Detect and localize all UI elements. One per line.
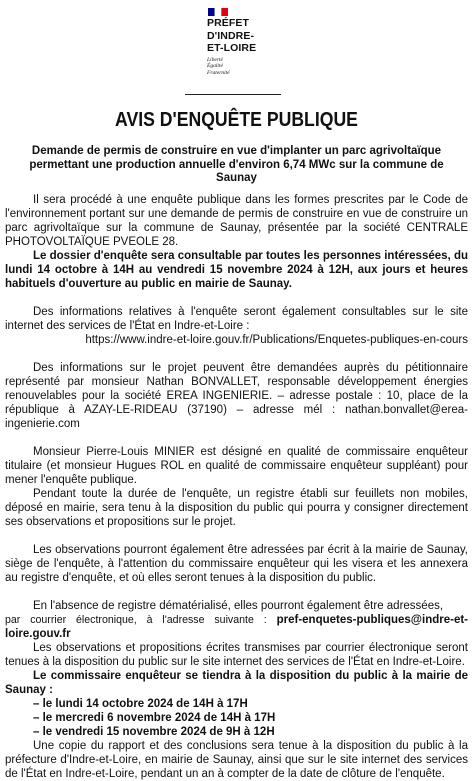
email-lead: par courrier électronique, à l'adresse suivante :: [5, 614, 277, 626]
website-link[interactable]: https://www.indre-et-loire.gouv.fr/Publications/Enquetes-publiques-en-cours: [85, 334, 468, 346]
paragraph-petitioner: Des informations sur le projet peuvent être demandées auprès du pétitionnaire représenté par monsieur Nathan BONVALLET, responsable développement énergies renouvelables pour la société EREA INGENIERIE. – adresse postale : 10, place de la république à AZAY-LE-RIDEAU (37190) – adresse mél : nathan.bonvallet@erea-ingenierie.com: [5, 362, 468, 430]
motto: [207, 57, 297, 77]
schedule-item: – le mercredi 6 novembre 2024 de 14H à 17H: [33, 712, 276, 724]
schedule-item: – le lundi 14 octobre 2024 de 14H à 17H: [33, 698, 248, 710]
logo-line-1: PRÉFET: [207, 17, 250, 29]
logo-line-3: ET-LOIRE: [207, 42, 257, 54]
schedule-item: – le vendredi 15 novembre 2024 de 9H à 12H: [33, 726, 275, 738]
paragraph-email-observations: Les observations et propositions écrites transmises par courrier électronique seront tenues à la disposition du public sur le site internet des services de l'État en Indre-et-Loire.: [5, 642, 468, 668]
paragraph-email-a: En l'absence de registre dématérialisé, elles pourront également être adressées,: [33, 600, 444, 612]
paragraph-consultation: Le dossier d'enquête sera consultable par toutes les personnes intéressées, du lundi 14 octobre à 14H au vendredi 15 novembre 2024 à 12H, aux jours et heures habituels d'ouverture au public en mairie de Saunay.: [5, 250, 468, 290]
paragraph-register: Pendant toute la durée de l'enquête, un registre établi sur feuillets non mobiles, déposé en mairie, sera tenu à la disposition du public qui pourra y consigner directement ses observations et propositions sur le projet.: [5, 488, 468, 528]
paragraph-written-observations: Les observations pourront également être adressées par écrit à la mairie de Saunay, siège de l'enquête, à l'attention du commissaire enquêteur qui les visera et les annexera au registre d'enquête, et où elles seront tenues à la disposition du public.: [5, 544, 468, 584]
paragraph-report: Une copie du rapport et des conclusions sera tenue à la disposition du public à la préfecture d'Indre-et-Loire, en mairie de Saunay, ainsi que sur le site internet des services de l'État en Indre-et-Loire, pendant un an à compter de la date de clôture de l'enquête.: [5, 740, 468, 780]
motto-egalite: Égalité: [207, 63, 223, 69]
paragraph-permanences: Le commissaire enquêteur se tiendra à la disposition du public à la mairie de Saunay :: [5, 670, 468, 696]
notice-body: [5, 193, 468, 781]
paragraph-intro: Il sera procédé à une enquête publique dans les formes prescrites par le Code de l'environnement portant sur une demande de permis de construire en vue de construire un parc agrivoltaïque sur la commune de Saunay, présentée par la société CENTRALE PHOTOVOLTAÏQUE PVEOLE 28.: [5, 194, 468, 248]
logo-line-2: D'INDRE-: [207, 29, 255, 42]
motto-fraternite: Fraternité: [207, 69, 230, 76]
paragraph-email-b: [5, 613, 468, 641]
subtitle: Demande de permis de construire en vue d'implanter un parc agrivoltaïque permettant une production annuelle d'environ 6,74 MWc sur la commune de Saunay: [29, 145, 444, 184]
paragraph-website: Des informations relatives à l'enquête seront également consultables sur le site internet des services de l'État en Indre-et-Loire :: [5, 306, 468, 332]
header-divider: [185, 94, 281, 95]
prefecture-logo: [207, 8, 297, 76]
email-address-link[interactable]: pref-enquetes-publiques@indre-et-loire.gouv.fr: [5, 614, 468, 640]
motto-liberte: Liberté: [207, 56, 223, 63]
french-flag-icon: [208, 8, 228, 16]
page-title: AVIS D'ENQUÊTE PUBLIQUE: [115, 108, 358, 131]
paragraph-commissioner: Monsieur Pierre-Louis MINIER est désigné en qualité de commissaire enquêteur titulaire (et monsieur Hugues ROL en qualité de commissaire enquêteur suppléant) pour mener l'enquête publique.: [5, 446, 468, 486]
